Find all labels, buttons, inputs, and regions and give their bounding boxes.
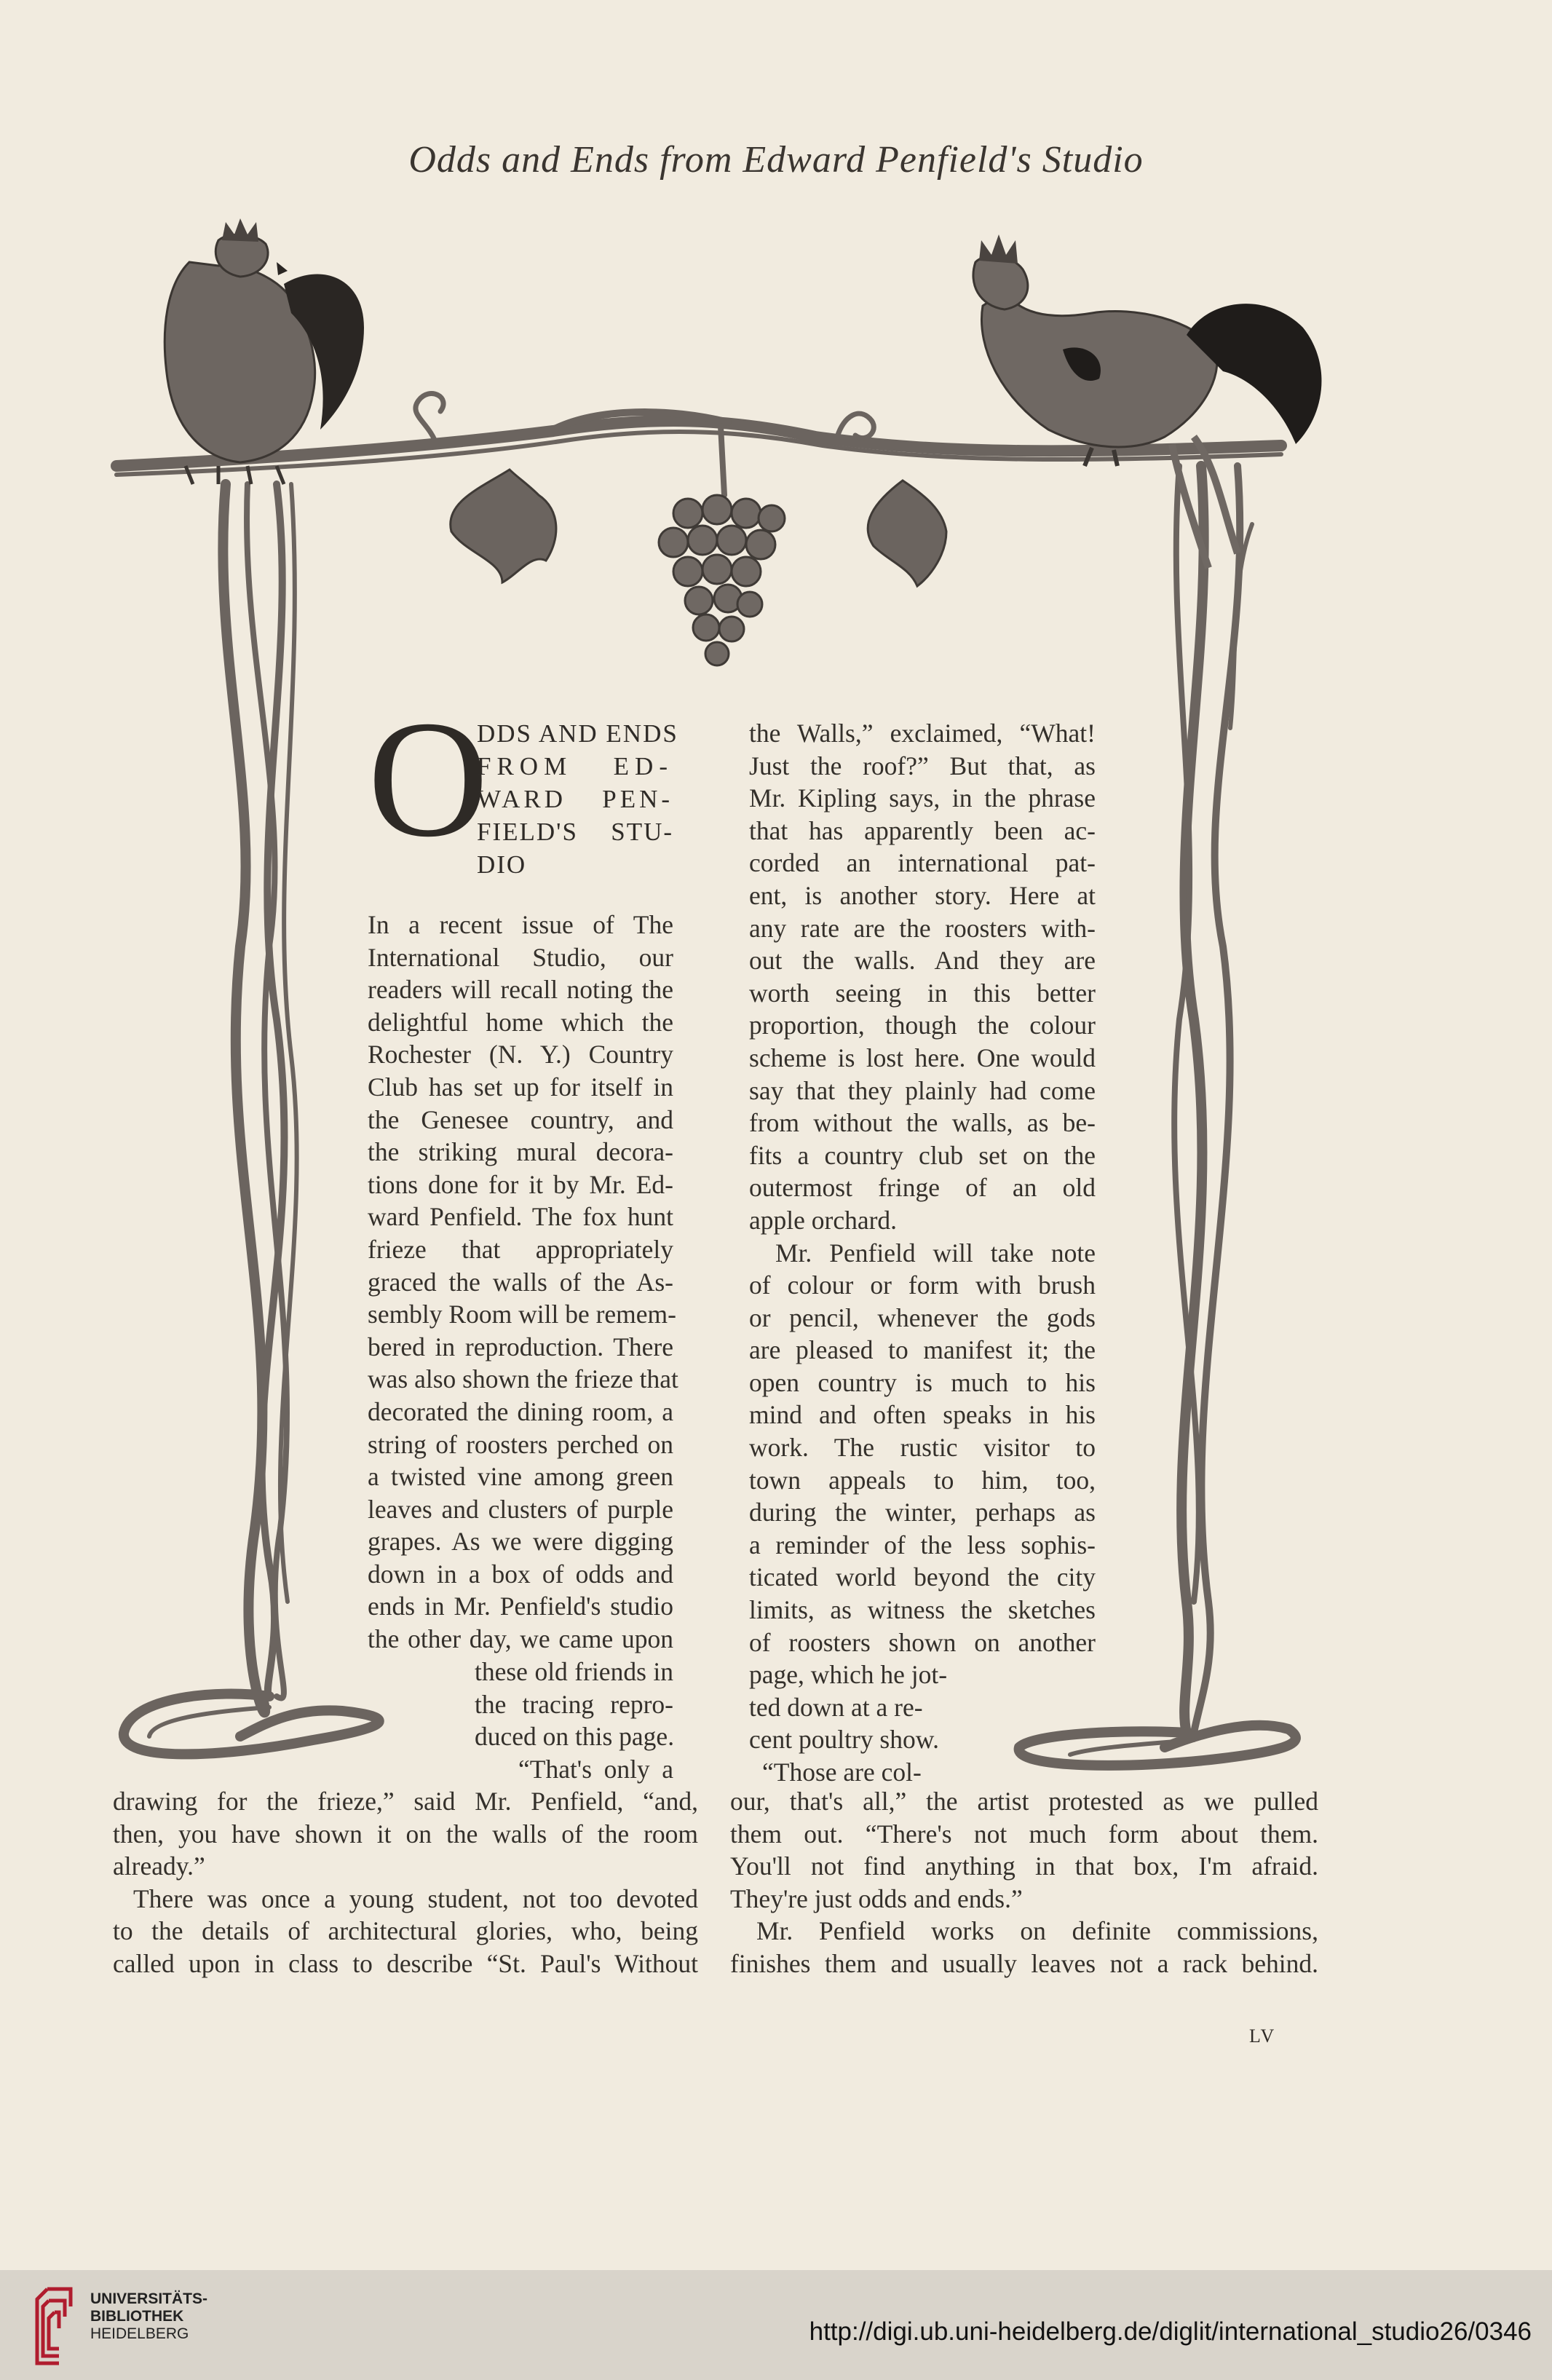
column-left xyxy=(368,909,678,1656)
text-line: the Genesee country, and xyxy=(368,1104,673,1134)
text-line: fits a country club set on the xyxy=(749,1140,1096,1170)
column-right-wide xyxy=(730,1785,1318,1980)
text-line: them out. “There's not much form about them. xyxy=(730,1819,1318,1849)
text-line: ent, is another story. Here at xyxy=(749,880,1096,910)
text-line: decorated the dining room, a xyxy=(368,1396,673,1426)
text-line: frieze that appropriately xyxy=(368,1234,673,1264)
text-line: town appeals to him, too, xyxy=(749,1465,1096,1495)
text-line: You'll not find anything in that box, I'm afraid. xyxy=(730,1851,1318,1881)
text-line: apple orchard. xyxy=(749,1205,898,1235)
article-heading xyxy=(368,686,678,885)
left-rooster-illustration xyxy=(165,218,364,484)
text-line: finishes them and usually leaves not a rack behind. xyxy=(730,1948,1318,1978)
page-number: LV xyxy=(1249,2025,1276,2047)
text-line: ends in Mr. Penfield's studio xyxy=(368,1592,673,1621)
text-line: duced on this page. xyxy=(475,1722,675,1752)
text-line: to the details of architectural glories, who, being xyxy=(113,1916,698,1946)
text-line: called upon in class to describe “St. Paul's Without xyxy=(113,1948,698,1978)
text-line: page, which he jot- xyxy=(749,1660,948,1690)
running-title: Odds and Ends from Edward Penfield's Studio xyxy=(408,139,1144,181)
text-line: these old friends in xyxy=(475,1657,673,1686)
text-line: then, you have shown it on the walls of the room xyxy=(113,1819,698,1849)
text-line: International Studio, our xyxy=(368,942,673,972)
text-line: Mr. Penfield will take note xyxy=(775,1238,1096,1268)
heading-line: FROM ED- xyxy=(477,752,673,780)
text-line: They're just odds and ends.” xyxy=(730,1883,1023,1913)
text-line: In a recent issue of The xyxy=(368,910,673,939)
text-line: “Those are col- xyxy=(762,1758,922,1787)
text-line: sembly Room will be remem- xyxy=(368,1300,676,1329)
text-line: already.” xyxy=(113,1851,205,1881)
text-line: work. The rustic visitor to xyxy=(749,1433,1096,1463)
text-line: scheme is lost here. One would xyxy=(749,1043,1096,1072)
heading-line: DIO xyxy=(477,850,527,879)
text-line: grapes. As we were digging xyxy=(368,1527,673,1557)
text-line: of roosters shown on another xyxy=(749,1627,1096,1657)
heading-text xyxy=(477,717,678,881)
text-line: limits, as witness the sketches xyxy=(749,1595,1096,1625)
text-line: Just the roof?” But that, as xyxy=(749,751,1096,780)
column-right xyxy=(749,717,1096,1789)
source-url-link[interactable]: http://digi.ub.uni-heidelberg.de/diglit/international_studio26/0346 xyxy=(809,2317,1532,2346)
text-line: corded an international pat- xyxy=(749,848,1096,878)
heading-line: FIELD'S STU- xyxy=(477,818,673,846)
drop-cap: O xyxy=(368,686,489,871)
text-line: readers will recall noting the xyxy=(368,975,673,1005)
text-line: the other day, we came upon xyxy=(368,1624,673,1654)
library-name-line: HEIDELBERG xyxy=(90,2325,189,2342)
text-line: down in a box of odds and xyxy=(368,1559,673,1589)
text-line: tions done for it by Mr. Ed- xyxy=(368,1169,673,1199)
text-line: bered in reproduction. There xyxy=(368,1332,673,1361)
text-line: leaves and clusters of purple xyxy=(368,1494,673,1524)
text-line: the striking mural decora- xyxy=(368,1137,673,1167)
library-name xyxy=(90,2290,207,2343)
text-line: There was once a young student, not too devoted xyxy=(133,1883,698,1913)
text-line: cent poultry show. xyxy=(749,1725,939,1755)
text-line: that has apparently been ac- xyxy=(749,815,1096,845)
text-line: a twisted vine among green xyxy=(368,1462,673,1492)
text-line: out the walls. And they are xyxy=(749,946,1096,976)
text-line: Mr. Kipling says, in the phrase xyxy=(749,783,1096,813)
text-line: ted down at a re- xyxy=(749,1692,923,1722)
text-line: or pencil, whenever the gods xyxy=(749,1302,1096,1332)
text-line: graced the walls of the As- xyxy=(368,1267,673,1297)
text-line: delightful home which the xyxy=(368,1007,673,1037)
right-rooster-illustration xyxy=(973,234,1322,568)
text-line: from without the walls, as be- xyxy=(749,1108,1096,1138)
text-line: of colour or form with brush xyxy=(749,1270,1096,1300)
text-line: a reminder of the less sophis- xyxy=(749,1530,1096,1559)
text-line: worth seeing in this better xyxy=(749,978,1096,1008)
text-line: drawing for the frieze,” said Mr. Penfield, “and, xyxy=(113,1787,698,1816)
library-name-line: BIBLIOTHEK xyxy=(90,2308,184,2325)
text-line: string of roosters perched on xyxy=(368,1429,673,1459)
text-line: open country is much to his xyxy=(749,1367,1096,1397)
column-left-wide xyxy=(113,1785,698,1980)
text-line: during the winter, perhaps as xyxy=(749,1498,1096,1527)
text-line: Club has set up for itself in xyxy=(368,1072,673,1102)
text-line: the Walls,” exclaimed, “What! xyxy=(749,719,1096,748)
text-line: “That's only a xyxy=(518,1754,673,1784)
text-line: proportion, though the colour xyxy=(749,1011,1096,1040)
heading-line: DDS AND ENDS xyxy=(477,719,678,748)
text-line: ward Penfield. The fox hunt xyxy=(368,1202,673,1232)
text-line: Mr. Penfield works on definite commissions, xyxy=(756,1916,1318,1946)
text-line: the tracing repro- xyxy=(475,1689,673,1719)
text-line: Rochester (N. Y.) Country xyxy=(368,1040,673,1070)
text-line: say that they plainly had come xyxy=(749,1075,1096,1105)
text-line: was also shown the frieze that xyxy=(368,1364,678,1394)
text-line: are pleased to manifest it; the xyxy=(749,1335,1096,1365)
text-line: our, that's all,” the artist protested as we pulled xyxy=(730,1787,1318,1816)
text-line: any rate are the roosters with- xyxy=(749,913,1096,943)
text-line: mind and often speaks in his xyxy=(749,1400,1096,1430)
library-logo-icon[interactable] xyxy=(33,2285,81,2368)
text-line: outermost fringe of an old xyxy=(749,1173,1096,1203)
text-line: ticated world beyond the city xyxy=(749,1562,1096,1592)
column-left-narrow xyxy=(475,1656,673,1785)
library-name-line: UNIVERSITÄTS- xyxy=(90,2290,208,2307)
heading-line: WARD PEN- xyxy=(477,785,673,813)
